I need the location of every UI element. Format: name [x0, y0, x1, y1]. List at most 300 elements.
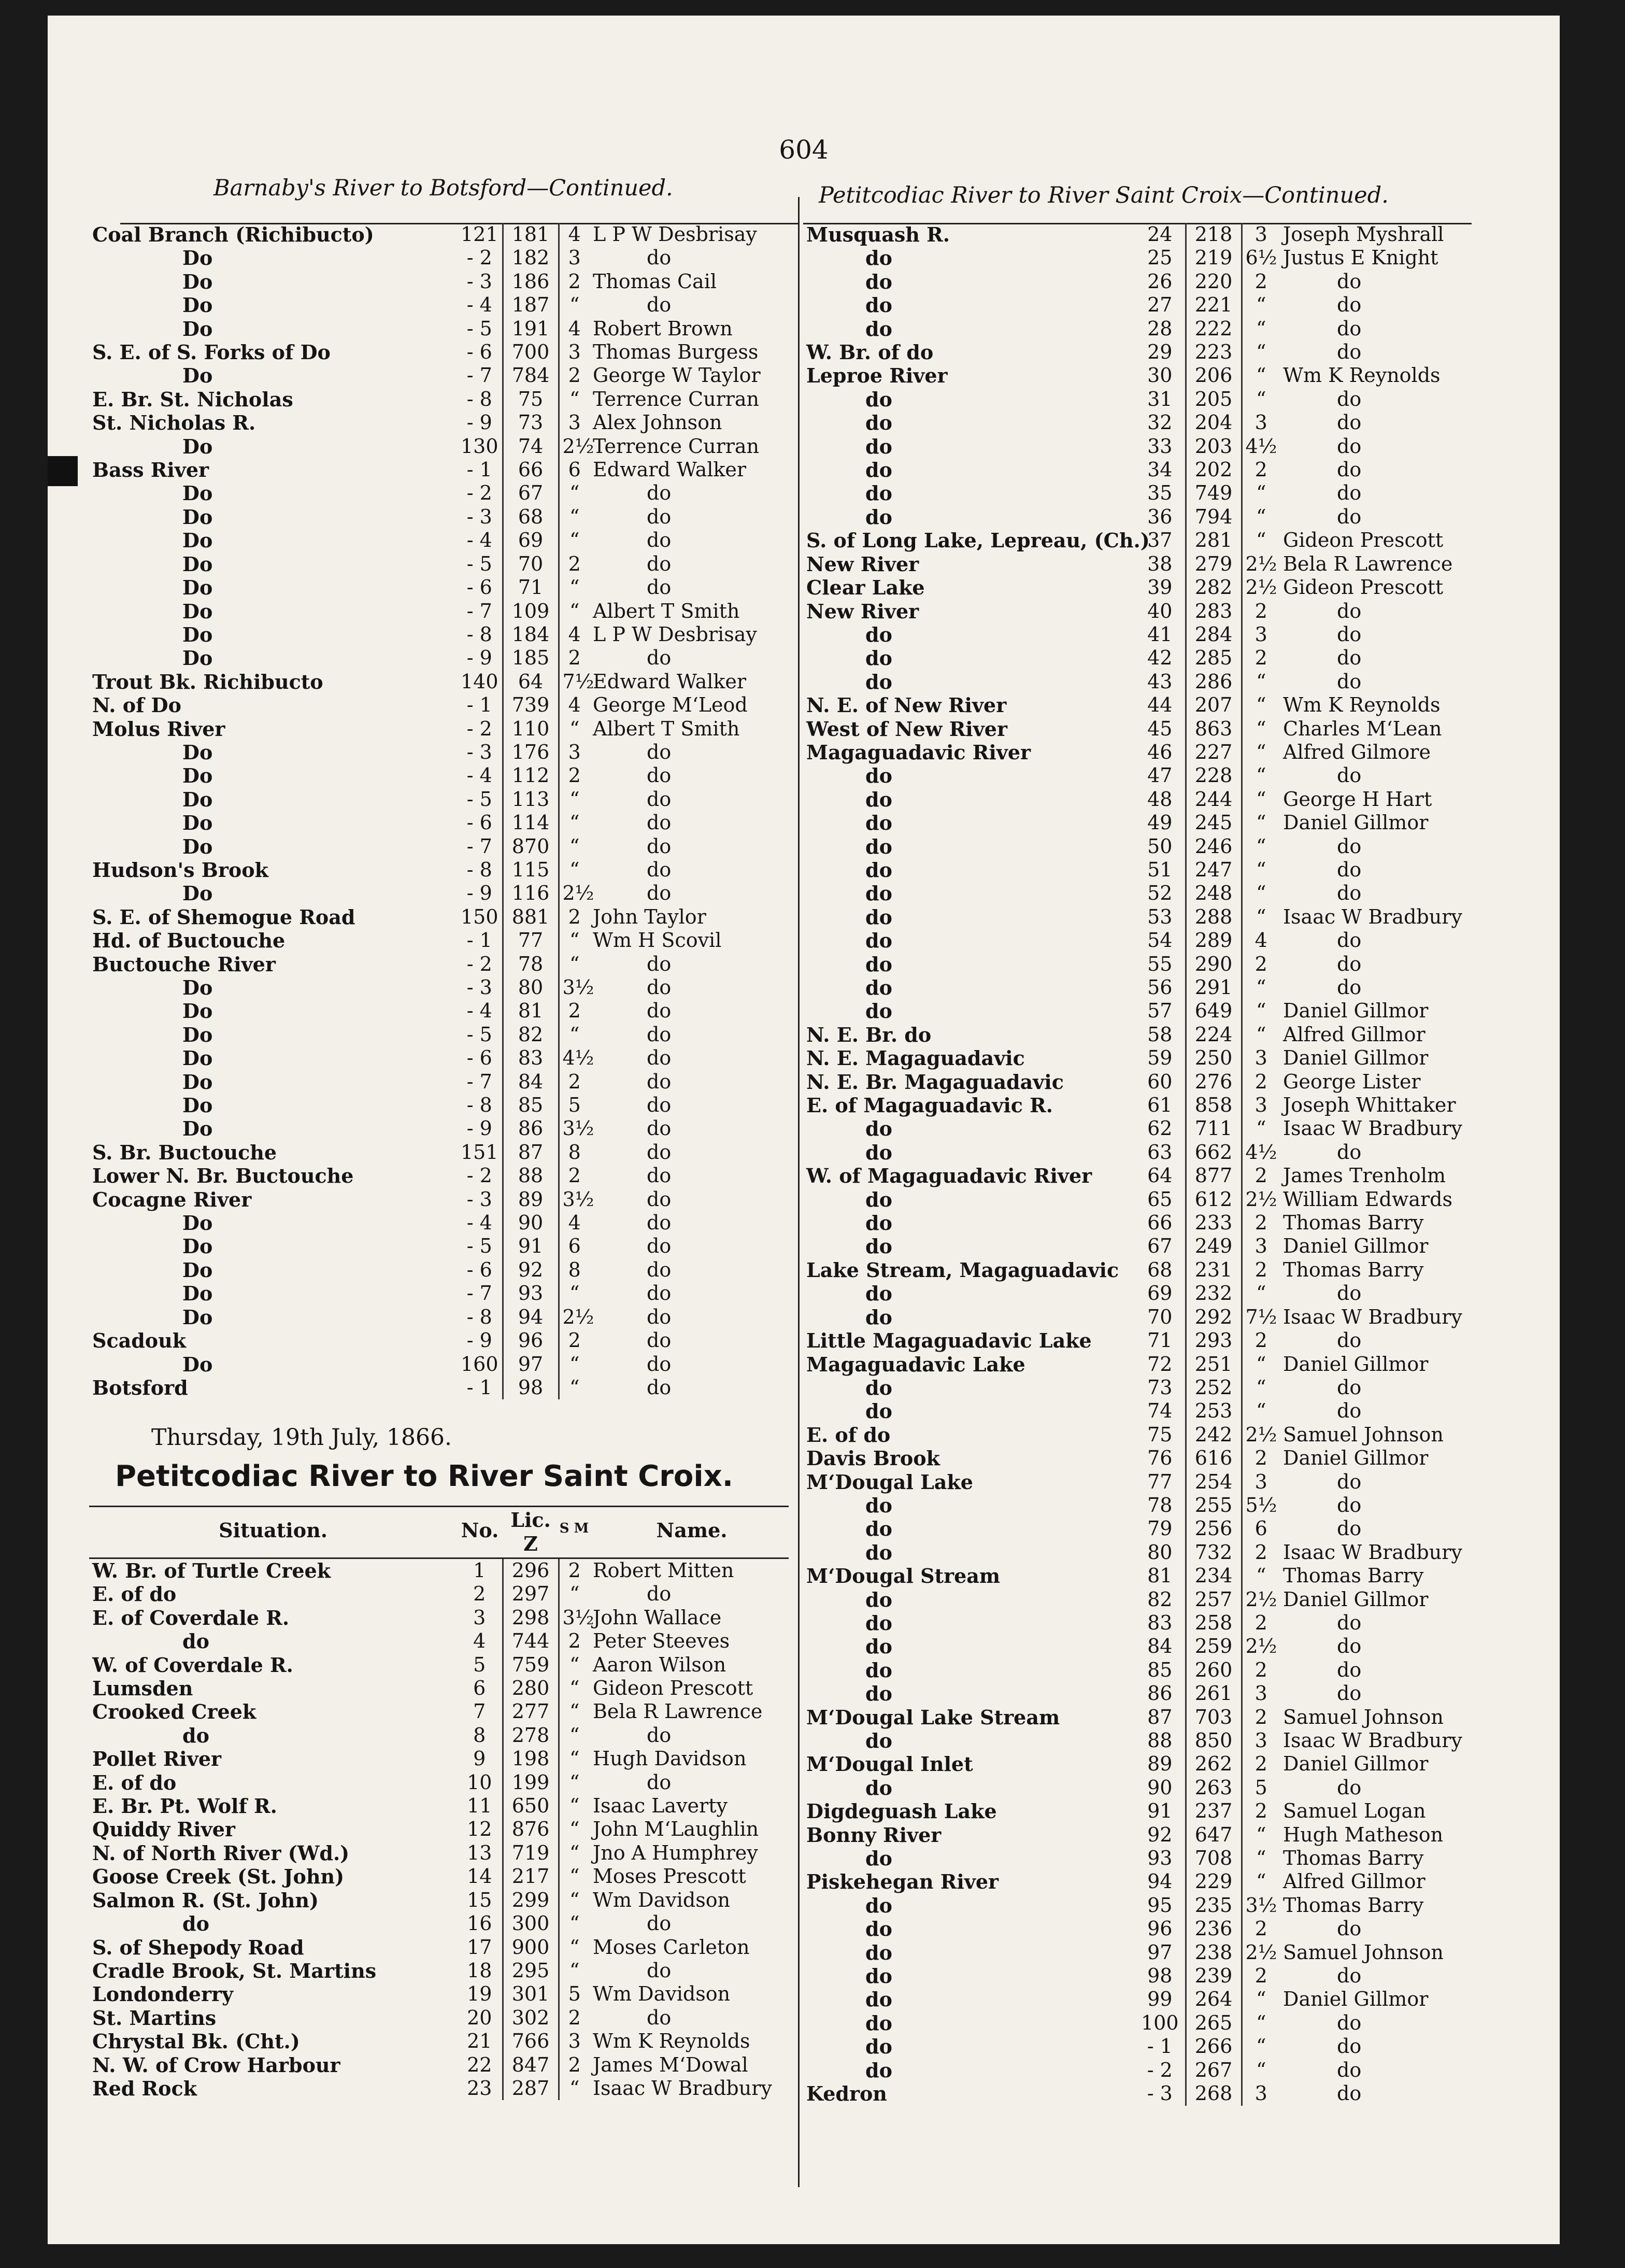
- table-row: [803, 2059, 1482, 2082]
- license-cell: 876: [503, 1818, 559, 1841]
- name-cell: Alfred Gilmore: [1283, 740, 1431, 763]
- square-miles-cell: 3: [1255, 1235, 1267, 1258]
- table-row: [89, 1771, 794, 1794]
- table-row: [803, 576, 1482, 599]
- table-row: [803, 1329, 1482, 1352]
- number-cell: 80: [1135, 1541, 1186, 1564]
- square-miles-cell: “: [569, 576, 580, 599]
- square-miles-cell: “: [1256, 341, 1266, 364]
- situation-cell: Do: [182, 576, 213, 600]
- name-cell: do: [647, 2006, 672, 2029]
- number-cell: - 8: [457, 623, 503, 646]
- name-cell: Thomas Barry: [1283, 1258, 1424, 1281]
- name-cell: L P W Desbrisay: [593, 622, 757, 646]
- situation-cell: do: [865, 1235, 892, 1258]
- table-row: [803, 1376, 1482, 1399]
- license-cell: 870: [503, 835, 559, 858]
- table-row: [89, 411, 794, 434]
- number-cell: 78: [1135, 1494, 1186, 1517]
- license-cell: 97: [503, 1353, 559, 1376]
- name-cell: do: [1337, 2035, 1362, 2058]
- table-row: [89, 1070, 794, 1094]
- situation-cell: Do: [182, 811, 213, 835]
- square-miles-cell: “: [569, 1818, 580, 1841]
- name-cell: do: [1337, 1399, 1362, 1423]
- table-row: [803, 317, 1482, 341]
- name-cell: do: [647, 1723, 672, 1747]
- square-miles-cell: “: [569, 1794, 580, 1818]
- name-cell: do: [647, 882, 672, 905]
- column-header-top-rule: [89, 1506, 789, 1507]
- situation-cell: do: [865, 764, 892, 788]
- situation-cell: W. Br. of Turtle Creek: [92, 1559, 331, 1582]
- square-miles-cell: 2: [1255, 1752, 1267, 1776]
- table-row: [89, 1211, 794, 1235]
- square-miles-cell: 2½: [1245, 552, 1277, 575]
- license-cell: 80: [503, 976, 559, 999]
- square-miles-cell: 4: [568, 317, 581, 340]
- number-cell: 23: [457, 2077, 503, 2100]
- table-row: [803, 1306, 1482, 1329]
- license-cell: 71: [503, 576, 559, 599]
- situation-cell: W. Br. of do: [806, 341, 934, 364]
- license-cell: 239: [1186, 1964, 1242, 1988]
- square-miles-cell: “: [569, 929, 580, 952]
- square-miles-cell: 4: [568, 622, 581, 646]
- license-cell: 732: [1186, 1541, 1242, 1564]
- name-cell: do: [1337, 952, 1362, 975]
- name-cell: do: [1337, 411, 1362, 434]
- name-cell: do: [647, 505, 672, 528]
- situation-cell: do: [865, 1964, 892, 1988]
- number-cell: - 3: [457, 505, 503, 529]
- license-cell: 81: [503, 999, 559, 1023]
- number-cell: 44: [1135, 693, 1186, 717]
- number-cell: 68: [1135, 1258, 1186, 1282]
- name-cell: do: [647, 646, 672, 670]
- situation-cell: do: [182, 1723, 209, 1747]
- license-cell: 255: [1186, 1494, 1242, 1517]
- square-miles-cell: 2½: [562, 882, 594, 905]
- license-cell: 83: [503, 1046, 559, 1070]
- table-row: [803, 858, 1482, 882]
- number-cell: 130: [457, 435, 503, 458]
- situation-cell: do: [865, 1187, 892, 1211]
- name-cell: Samuel Johnson: [1283, 1705, 1444, 1728]
- situation-cell: Do: [182, 552, 213, 576]
- license-cell: 113: [503, 788, 559, 811]
- right-register-table: [803, 223, 1482, 2106]
- situation-cell: Lake Stream, Magaguadavic: [806, 1258, 1119, 1282]
- square-miles-cell: 2: [1255, 646, 1267, 670]
- table-row: [803, 1494, 1482, 1517]
- name-cell: Thomas Burgess: [593, 341, 759, 364]
- number-cell: - 4: [457, 529, 503, 552]
- number-cell: 21: [457, 2030, 503, 2053]
- square-miles-cell: 5: [568, 1094, 581, 1117]
- license-cell: 69: [503, 529, 559, 552]
- situation-cell: E. of Magaguadavic R.: [806, 1094, 1053, 1117]
- situation-cell: Molus River: [92, 717, 225, 741]
- situation-cell: S. E. of S. Forks of Do: [92, 341, 331, 364]
- situation-cell: Do: [182, 976, 213, 999]
- table-row: [803, 670, 1482, 693]
- number-cell: 15: [457, 1889, 503, 1912]
- name-cell: Bela R Lawrence: [593, 1700, 763, 1723]
- situation-cell: W. of Coverdale R.: [92, 1653, 293, 1677]
- name-cell: Robert Mitten: [593, 1559, 734, 1582]
- license-cell: 711: [1186, 1117, 1242, 1140]
- number-cell: 59: [1135, 1046, 1186, 1070]
- table-row: [803, 1447, 1482, 1470]
- left-register-table-continued: [89, 223, 794, 1399]
- square-miles-cell: 8: [568, 1258, 581, 1281]
- situation-cell: do: [865, 622, 892, 646]
- table-row: [803, 1164, 1482, 1187]
- license-cell: 90: [503, 1211, 559, 1235]
- license-cell: 67: [503, 481, 559, 505]
- number-cell: 70: [1135, 1306, 1186, 1329]
- number-cell: 4: [457, 1629, 503, 1653]
- license-cell: 223: [1186, 341, 1242, 364]
- name-cell: James M‘Dowal: [593, 2053, 748, 2076]
- square-miles-cell: 2: [1255, 270, 1267, 293]
- number-cell: - 6: [457, 811, 503, 834]
- square-miles-cell: 2: [1255, 1540, 1267, 1564]
- square-miles-cell: 2: [1255, 1329, 1267, 1352]
- license-cell: 279: [1186, 552, 1242, 576]
- number-cell: 66: [1135, 1211, 1186, 1235]
- right-column-header: Petitcodiac River to River Saint Croix—Continued.: [819, 182, 1389, 208]
- number-cell: 17: [457, 1936, 503, 1959]
- number-cell: 40: [1135, 600, 1186, 623]
- name-cell: do: [1337, 341, 1362, 364]
- license-cell: 739: [503, 693, 559, 717]
- situation-cell: Leproe River: [806, 364, 948, 388]
- situation-cell: Red Rock: [92, 2076, 197, 2100]
- situation-cell: Do: [182, 1070, 213, 1094]
- situation-cell: Piskehegan River: [806, 1870, 999, 1894]
- situation-cell: do: [865, 834, 892, 858]
- number-cell: 28: [1135, 317, 1186, 341]
- square-miles-cell: “: [569, 505, 580, 528]
- license-cell: 84: [503, 1070, 559, 1094]
- table-row: [89, 1889, 794, 1912]
- name-cell: do: [1337, 270, 1362, 293]
- situation-cell: Do: [182, 505, 213, 529]
- table-row: [803, 388, 1482, 411]
- square-miles-cell: 3: [1255, 1729, 1267, 1752]
- license-cell: 233: [1186, 1211, 1242, 1235]
- situation-cell: S. E. of Shemogue Road: [92, 905, 355, 929]
- number-cell: 84: [1135, 1635, 1186, 1658]
- table-row: [803, 1046, 1482, 1070]
- table-row: [803, 1659, 1482, 1682]
- situation-cell: N. W. of Crow Harbour: [92, 2053, 340, 2077]
- situation-cell: West of New River: [806, 717, 1007, 741]
- license-cell: 299: [503, 1889, 559, 1912]
- square-miles-cell: 2½: [1245, 1423, 1277, 1446]
- name-cell: Gideon Prescott: [1283, 576, 1444, 599]
- situation-cell: Do: [182, 1211, 213, 1235]
- number-cell: 151: [457, 1141, 503, 1164]
- license-cell: 251: [1186, 1353, 1242, 1376]
- license-cell: 66: [503, 458, 559, 481]
- square-miles-cell: “: [1256, 858, 1266, 881]
- square-miles-cell: “: [1256, 787, 1266, 811]
- name-cell: do: [647, 1164, 672, 1187]
- name-cell: do: [1337, 293, 1362, 317]
- square-miles-cell: 4: [568, 693, 581, 717]
- number-cell: - 8: [457, 858, 503, 882]
- license-cell: 89: [503, 1188, 559, 1211]
- situation-cell: N. E. of New River: [806, 693, 1007, 717]
- table-row: [803, 976, 1482, 999]
- number-cell: - 7: [457, 600, 503, 623]
- square-miles-cell: 3: [568, 2030, 581, 2053]
- table-row: [803, 835, 1482, 858]
- column-divider: [798, 197, 800, 2187]
- license-cell: 96: [503, 1329, 559, 1352]
- situation-cell: do: [865, 929, 892, 953]
- name-cell: do: [1337, 1493, 1362, 1516]
- table-row: [803, 1682, 1482, 1705]
- situation-cell: Bass River: [92, 458, 209, 482]
- license-cell: 191: [503, 317, 559, 341]
- license-cell: 858: [1186, 1094, 1242, 1117]
- table-row: [803, 1847, 1482, 1870]
- situation-cell: Pollet River: [92, 1747, 222, 1771]
- square-miles-cell: 6½: [1245, 246, 1277, 270]
- name-cell: do: [647, 1140, 672, 1164]
- name-cell: Thomas Barry: [1283, 1893, 1424, 1917]
- number-cell: 1: [457, 1559, 503, 1582]
- license-cell: 877: [1186, 1164, 1242, 1187]
- name-cell: Joseph Myshrall: [1283, 223, 1444, 246]
- situation-cell: Crooked Creek: [92, 1700, 256, 1724]
- name-cell: do: [647, 1235, 672, 1258]
- table-row: [89, 246, 794, 270]
- name-cell: Robert Brown: [593, 317, 733, 340]
- situation-cell: Coal Branch (Richibucto): [92, 223, 374, 246]
- table-row: [803, 246, 1482, 270]
- name-cell: do: [647, 1376, 672, 1399]
- name-cell: Alex Johnson: [593, 411, 722, 434]
- number-cell: 53: [1135, 905, 1186, 929]
- table-row: [89, 1282, 794, 1305]
- situation-cell: Do: [182, 646, 213, 670]
- table-row: [89, 2077, 794, 2100]
- number-cell: - 7: [457, 364, 503, 387]
- square-miles-cell: 2: [568, 1559, 581, 1582]
- situation-cell: Magaguadavic Lake: [806, 1352, 1025, 1376]
- square-miles-cell: 2½: [1245, 1940, 1277, 1964]
- number-cell: - 3: [457, 1188, 503, 1211]
- square-miles-cell: 6: [568, 1235, 581, 1258]
- license-cell: 276: [1186, 1070, 1242, 1094]
- table-row: [803, 1023, 1482, 1046]
- name-cell: do: [1337, 2011, 1362, 2034]
- name-cell: do: [647, 858, 672, 881]
- table-row: [89, 1235, 794, 1258]
- license-cell: 182: [503, 246, 559, 270]
- situation-cell: N. E. Magaguadavic: [806, 1046, 1025, 1070]
- situation-cell: do: [865, 1917, 892, 1941]
- number-cell: - 4: [457, 293, 503, 317]
- number-cell: - 1: [457, 458, 503, 481]
- square-miles-cell: 2: [1255, 1447, 1267, 1470]
- name-cell: Moses Carleton: [593, 1935, 750, 1959]
- table-row: [803, 529, 1482, 552]
- number-cell: - 4: [457, 999, 503, 1023]
- square-miles-cell: 6: [1255, 1517, 1267, 1540]
- license-cell: 176: [503, 741, 559, 764]
- square-miles-cell: “: [569, 481, 580, 505]
- square-miles-cell: “: [1256, 1564, 1266, 1587]
- number-cell: 94: [1135, 1870, 1186, 1893]
- name-cell: do: [1337, 317, 1362, 340]
- table-row: [89, 458, 794, 481]
- number-cell: - 1: [457, 693, 503, 717]
- situation-cell: do: [865, 1682, 892, 1706]
- name-cell: do: [647, 1305, 672, 1328]
- table-row: [89, 1353, 794, 1376]
- license-cell: 749: [1186, 481, 1242, 505]
- square-miles-cell: “: [569, 811, 580, 834]
- name-cell: do: [647, 1912, 672, 1935]
- number-cell: - 3: [457, 976, 503, 999]
- license-cell: 300: [503, 1912, 559, 1935]
- license-cell: 205: [1186, 388, 1242, 411]
- situation-cell: Botsford: [92, 1376, 188, 1399]
- license-cell: 289: [1186, 929, 1242, 952]
- name-cell: Thomas Barry: [1283, 1564, 1424, 1587]
- name-cell: George H Hart: [1283, 787, 1432, 811]
- situation-cell: do: [865, 1540, 892, 1564]
- name-cell: do: [647, 1282, 672, 1305]
- license-cell: 250: [1186, 1046, 1242, 1070]
- number-cell: - 9: [457, 1329, 503, 1352]
- square-miles-cell: “: [1256, 740, 1266, 763]
- number-cell: - 8: [457, 388, 503, 411]
- name-cell: do: [647, 952, 672, 975]
- number-cell: - 2: [457, 1164, 503, 1187]
- number-cell: - 9: [457, 646, 503, 670]
- situation-cell: Magaguadavic River: [806, 740, 1031, 764]
- license-cell: 293: [1186, 1329, 1242, 1352]
- name-cell: John M‘Laughlin: [593, 1818, 759, 1841]
- number-cell: - 8: [457, 1306, 503, 1329]
- license-cell: 280: [503, 1677, 559, 1700]
- square-miles-cell: 3: [1255, 1094, 1267, 1117]
- name-cell: Wm K Reynolds: [1283, 364, 1441, 387]
- situation-cell: Bonny River: [806, 1823, 942, 1847]
- number-cell: 8: [457, 1724, 503, 1747]
- number-cell: - 3: [457, 741, 503, 764]
- number-cell: 51: [1135, 858, 1186, 882]
- square-miles-cell: 2: [1255, 458, 1267, 481]
- table-row: [89, 1959, 794, 1982]
- situation-cell: E. of do: [92, 1770, 177, 1794]
- name-cell: do: [647, 1046, 672, 1070]
- license-cell: 236: [1186, 1917, 1242, 1940]
- license-cell: 235: [1186, 1894, 1242, 1917]
- table-row: [803, 1353, 1482, 1376]
- situation-cell: Do: [182, 434, 213, 458]
- situation-cell: do: [865, 1493, 892, 1517]
- square-miles-cell: 3: [1255, 1046, 1267, 1070]
- situation-cell: Do: [182, 481, 213, 505]
- number-cell: 86: [1135, 1682, 1186, 1705]
- number-cell: 39: [1135, 576, 1186, 599]
- table-row: [89, 1629, 794, 1653]
- number-cell: - 2: [1135, 2059, 1186, 2082]
- square-miles-cell: 4½: [562, 1046, 594, 1070]
- square-miles-cell: 2: [1255, 952, 1267, 975]
- name-cell: do: [1337, 434, 1362, 458]
- table-row: [803, 1517, 1482, 1540]
- license-cell: 238: [1186, 1941, 1242, 1964]
- situation-cell: Do: [182, 1117, 213, 1141]
- square-miles-cell: “: [569, 1282, 580, 1305]
- table-row: [89, 505, 794, 529]
- table-row: [89, 388, 794, 411]
- name-cell: Samuel Johnson: [1283, 1423, 1444, 1446]
- square-miles-cell: “: [569, 787, 580, 811]
- table-row: [89, 858, 794, 882]
- license-cell: 187: [503, 293, 559, 317]
- license-cell: 719: [503, 1841, 559, 1865]
- square-miles-cell: “: [569, 1677, 580, 1700]
- name-cell: do: [647, 1187, 672, 1211]
- name-cell: Charles M‘Lean: [1283, 717, 1442, 740]
- name-cell: do: [647, 1211, 672, 1235]
- situation-cell: Do: [182, 529, 213, 552]
- square-miles-cell: 2: [1255, 599, 1267, 622]
- square-miles-cell: 3: [568, 411, 581, 434]
- number-cell: 34: [1135, 458, 1186, 481]
- square-miles-cell: “: [569, 1023, 580, 1046]
- table-row: [803, 1823, 1482, 1847]
- square-miles-cell: “: [1256, 2035, 1266, 2058]
- situation-cell: Hd. of Buctouche: [92, 929, 286, 953]
- name-cell: do: [647, 1117, 672, 1140]
- name-cell: Samuel Johnson: [1283, 1940, 1444, 1964]
- name-cell: do: [1337, 1282, 1362, 1305]
- situation-cell: do: [865, 2011, 892, 2035]
- number-cell: - 2: [457, 953, 503, 976]
- name-cell: John Wallace: [593, 1606, 722, 1629]
- license-cell: 295: [503, 1959, 559, 1982]
- license-cell: 292: [1186, 1306, 1242, 1329]
- table-row: [803, 1282, 1482, 1305]
- situation-cell: S. of Shepody Road: [92, 1935, 304, 1959]
- number-cell: 9: [457, 1747, 503, 1770]
- square-miles-cell: 4½: [1245, 434, 1277, 458]
- table-row: [89, 1094, 794, 1117]
- table-row: [89, 1117, 794, 1140]
- name-cell: George W Taylor: [593, 364, 761, 387]
- square-miles-cell: 4½: [1245, 1140, 1277, 1164]
- square-miles-cell: “: [1256, 811, 1266, 834]
- license-cell: 254: [1186, 1470, 1242, 1494]
- name-cell: do: [647, 552, 672, 575]
- name-cell: do: [1337, 764, 1362, 787]
- square-miles-cell: “: [569, 1747, 580, 1770]
- license-cell: 260: [1186, 1659, 1242, 1682]
- square-miles-cell: 2: [568, 1629, 581, 1653]
- square-miles-cell: “: [1256, 976, 1266, 999]
